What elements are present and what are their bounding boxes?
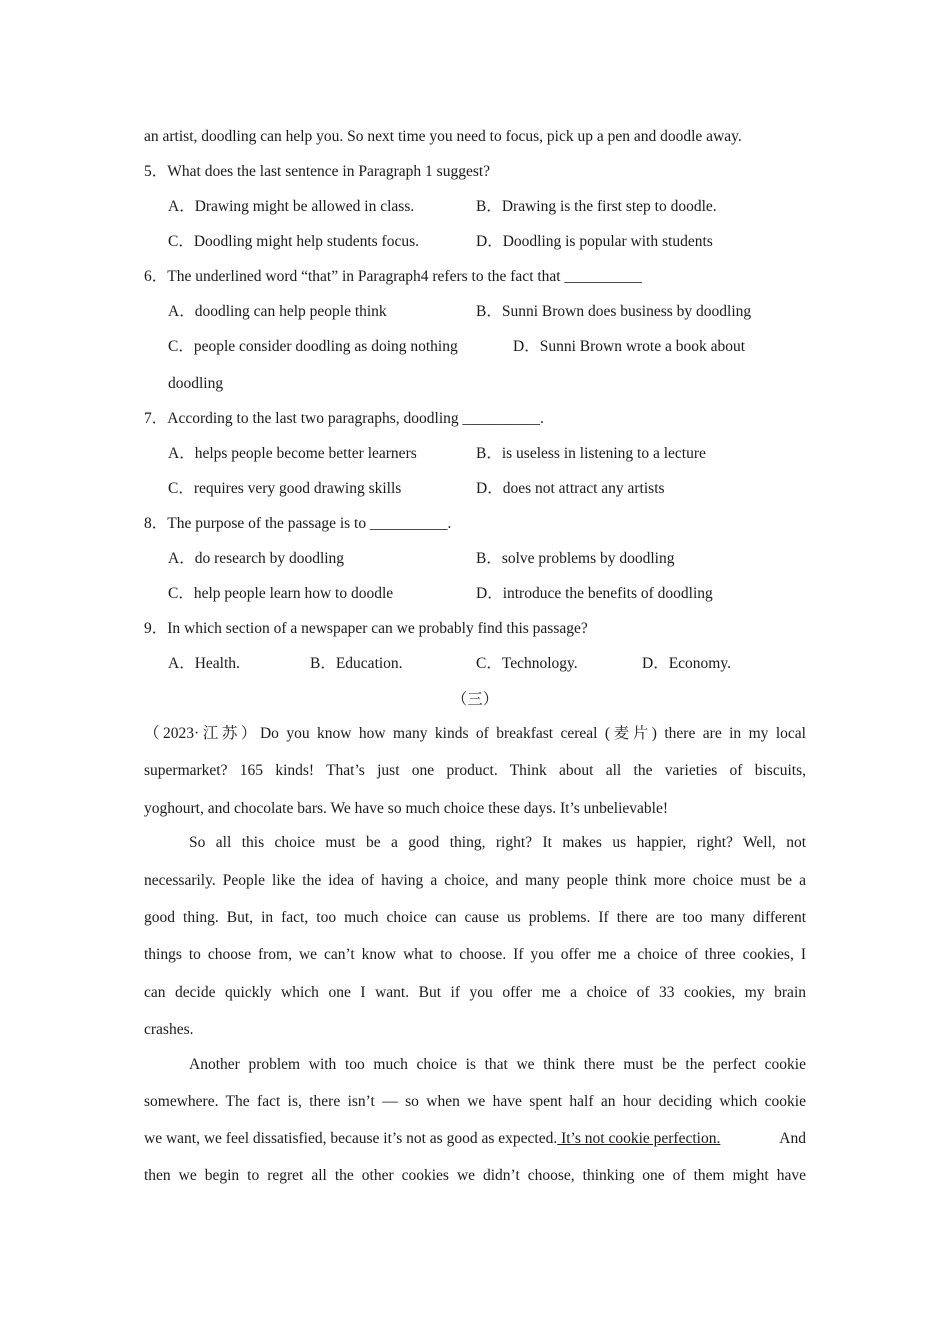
q7-option-b: B．is useless in listening to a lecture — [476, 445, 706, 462]
q6-option-d-continued: doodling — [168, 375, 224, 392]
passage-line — [144, 1129, 806, 1149]
underlined-sentence: It’s not cookie perfection. — [557, 1130, 721, 1147]
passage-line: can decide quickly which one I want. But if you offer me a choice of 33 cookies, my brain — [144, 984, 806, 1001]
passage-text: And — [779, 1130, 806, 1147]
q9-option-a: A．Health. — [168, 655, 240, 672]
passage-line: somewhere. The fact is, there isn’t — so when we have spent half an hour deciding which cookie — [144, 1093, 806, 1110]
q8-option-a: A．do research by doodling — [168, 550, 345, 567]
passage-line: Another problem with too much choice is that we think there must be the perfect cookie — [189, 1056, 806, 1073]
question-8-stem: 8．The purpose of the passage is to __________. — [144, 515, 452, 532]
question-7-stem: 7．According to the last two paragraphs, doodling __________. — [144, 410, 544, 427]
q5-option-d: D．Doodling is popular with students — [476, 233, 713, 250]
passage-line: things to choose from, we can’t know what to choose. If you offer me a choice of three cookies, I — [144, 946, 806, 963]
passage-line: then we begin to regret all the other cookies we didn’t choose, thinking one of them might have — [144, 1167, 806, 1184]
passage-line: crashes. — [144, 1021, 194, 1038]
question-5-stem: 5．What does the last sentence in Paragraph 1 suggest? — [144, 163, 491, 180]
q9-option-c: C．Technology. — [476, 655, 578, 672]
q6-option-a: A．doodling can help people think — [168, 303, 387, 320]
question-6-stem: 6．The underlined word “that” in Paragraph4 refers to the fact that __________ — [144, 268, 642, 285]
passage-line: supermarket? 165 kinds! That’s just one product. Think about all the varieties of biscuits, — [144, 762, 806, 779]
q8-option-d: D．introduce the benefits of doodling — [476, 585, 713, 602]
passage-text: we want, we feel dissatisfied, because it’s not as good as expected. — [144, 1130, 558, 1147]
question-9-stem: 9．In which section of a newspaper can we probably find this passage? — [144, 620, 588, 637]
q7-option-a: A．helps people become better learners — [168, 445, 417, 462]
q5-option-b: B．Drawing is the first step to doodle. — [476, 198, 717, 215]
paragraph-line: an artist, doodling can help you. So next time you need to focus, pick up a pen and doodle away. — [144, 128, 742, 145]
section-title: （三） — [451, 691, 499, 708]
q5-option-a: A．Drawing might be allowed in class. — [168, 198, 415, 215]
q7-option-c: C．requires very good drawing skills — [168, 480, 402, 497]
q9-option-b: B．Education. — [310, 655, 403, 672]
q8-option-c: C．help people learn how to doodle — [168, 585, 394, 602]
q5-option-c: C．Doodling might help students focus. — [168, 233, 420, 250]
passage-line: （2023·江苏）Do you know how many kinds of breakfast cereal (麦片) there are in my local — [144, 725, 806, 742]
q6-option-b: B．Sunni Brown does business by doodling — [476, 303, 752, 320]
passage-line: necessarily. People like the idea of having a choice, and many people think more choice must be a — [144, 872, 806, 889]
q7-option-d: D．does not attract any artists — [476, 480, 665, 497]
q6-option-d: D．Sunni Brown wrote a book about — [513, 338, 746, 355]
passage-line: yoghourt, and chocolate bars. We have so much choice these days. It’s unbelievable! — [144, 800, 669, 817]
passage-line: So all this choice must be a good thing, right? It makes us happier, right? Well, not — [189, 834, 806, 851]
q6-option-c: C．people consider doodling as doing nothing — [168, 338, 458, 355]
passage-line: good thing. But, in fact, too much choice can cause us problems. If there are too many different — [144, 909, 806, 926]
q9-option-d: D．Economy. — [642, 655, 731, 672]
q8-option-b: B．solve problems by doodling — [476, 550, 675, 567]
